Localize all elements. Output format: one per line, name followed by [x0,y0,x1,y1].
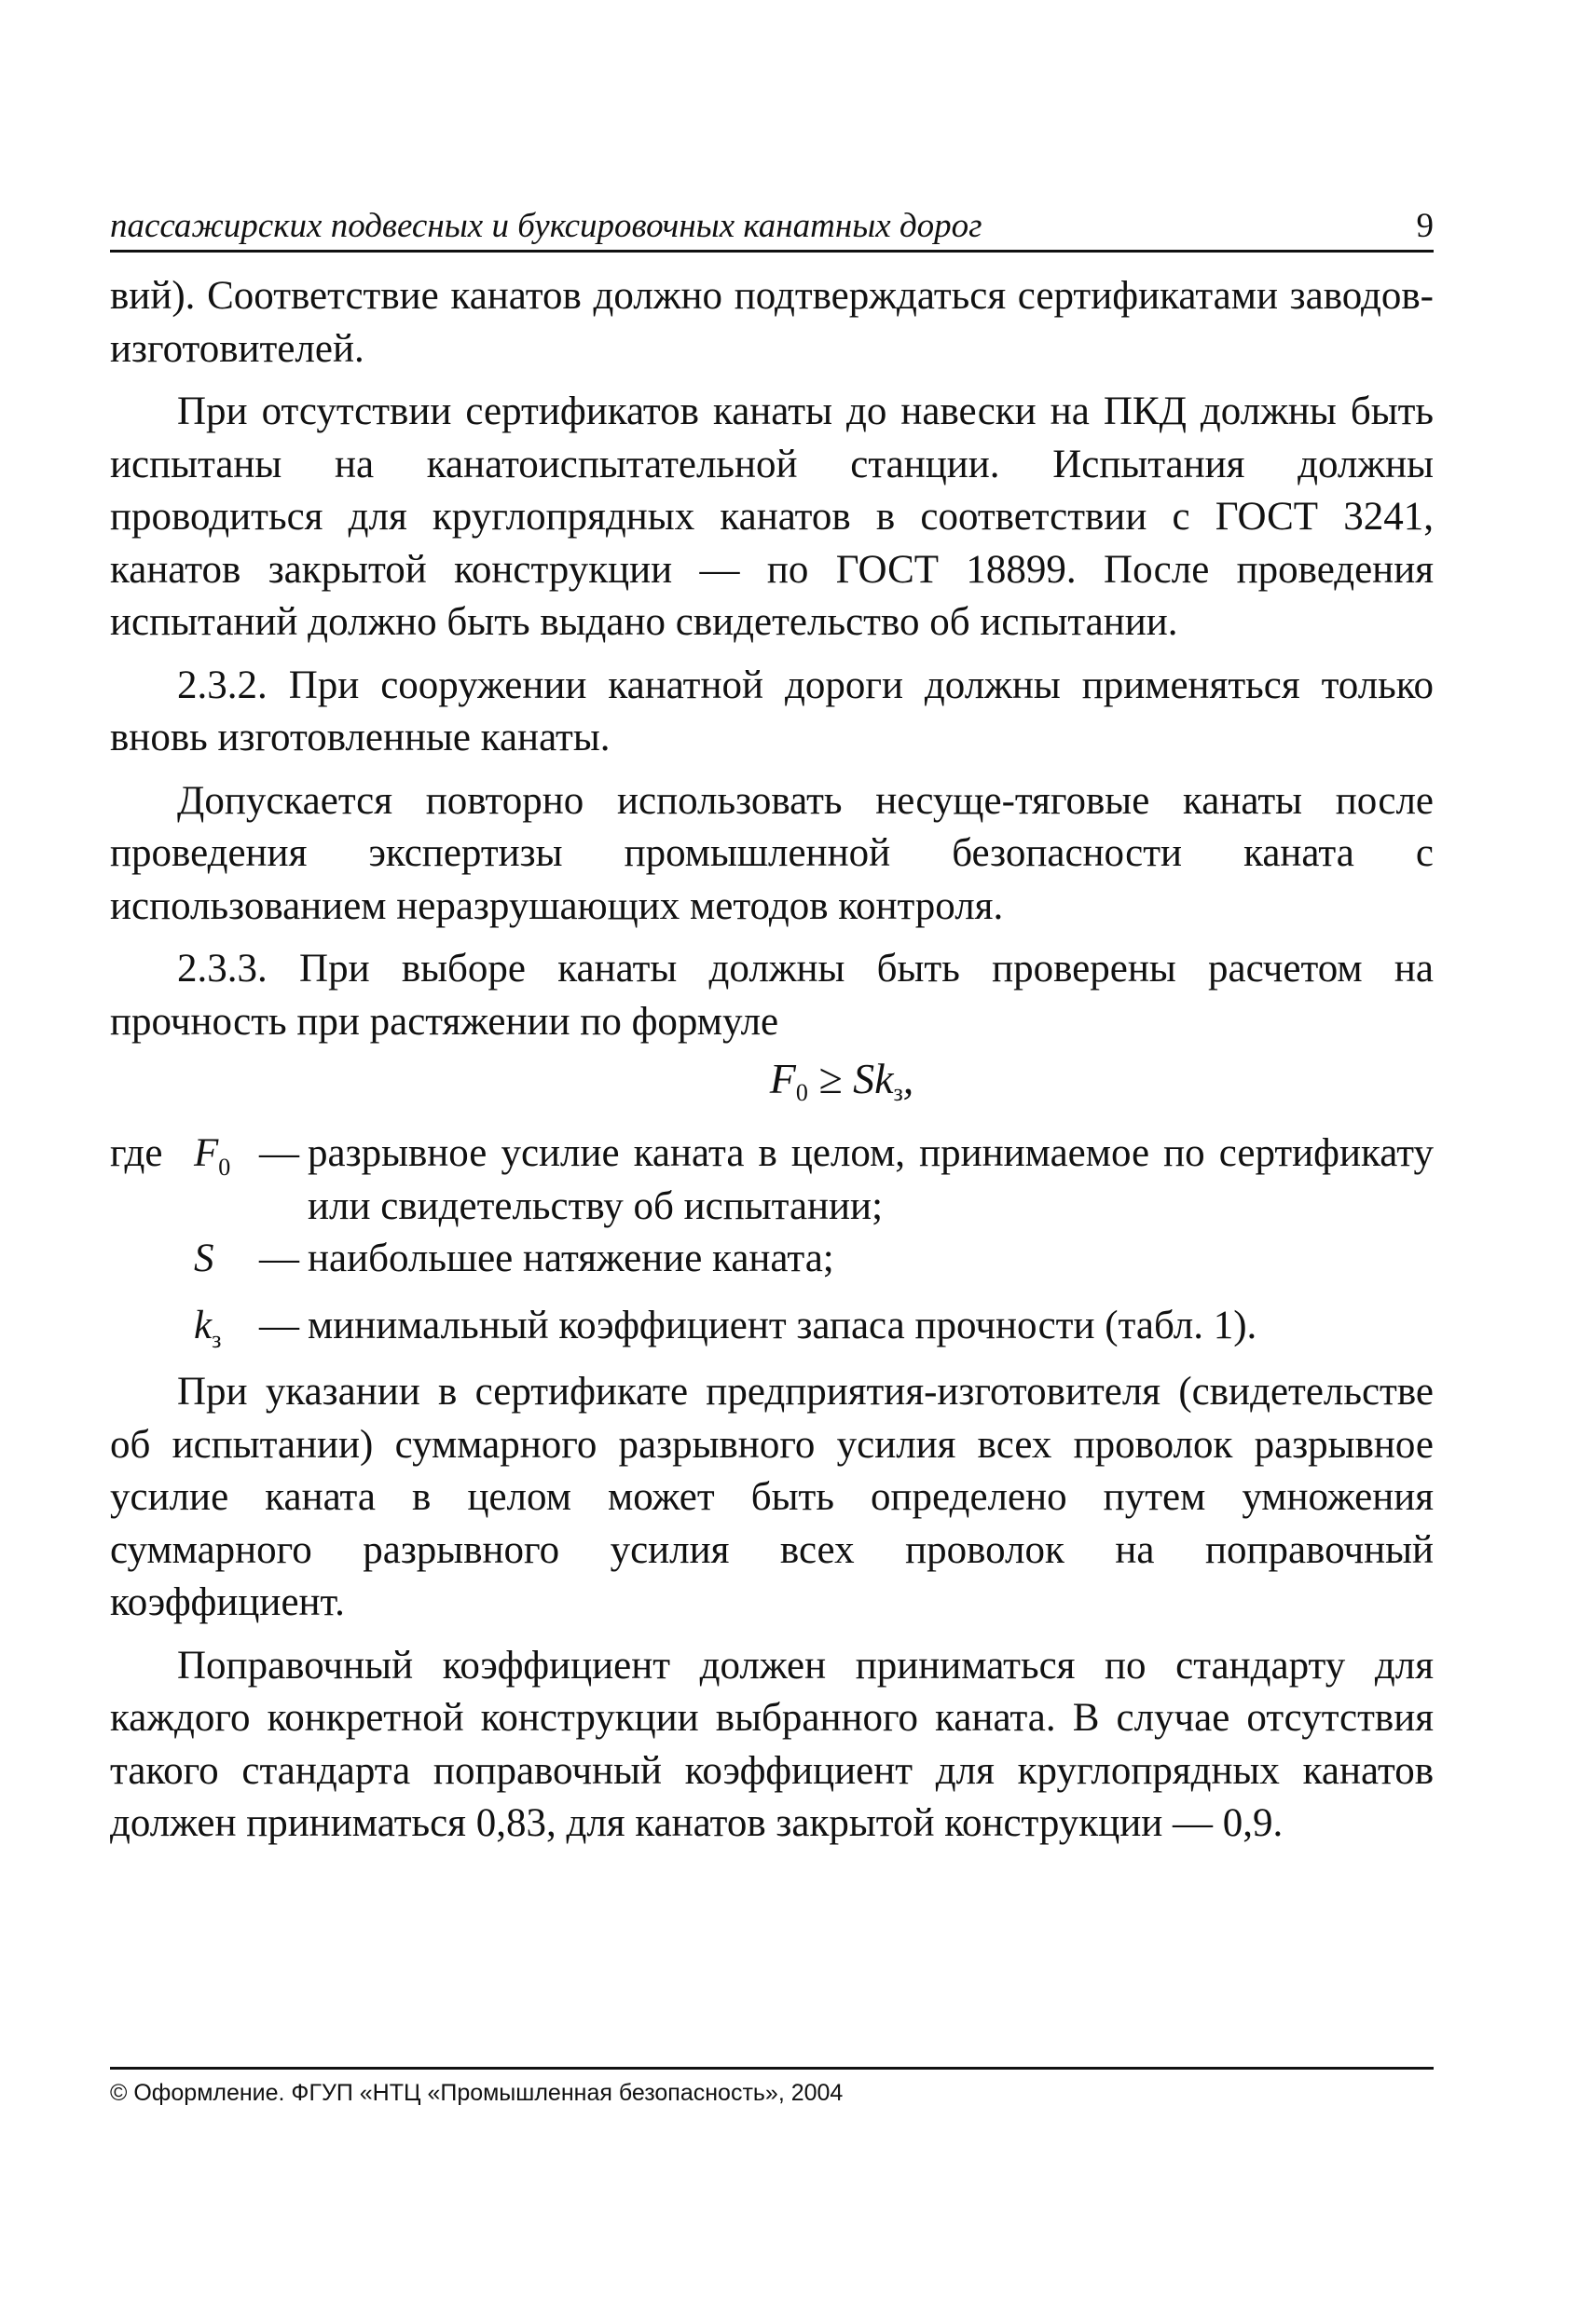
page-footer [110,2067,1434,2109]
formula-rhs-sub: з [893,1079,903,1106]
strength-formula [250,1048,1434,1124]
paragraph-2-3-2: 2.3.2. При сооружении канатной дороги должны применяться только вновь изготовленные канаты. [110,663,1434,759]
copyright-notice: © Оформление. ФГУП «НТЦ «Промышленная безопасность», 2004 [110,2080,844,2106]
paragraph-reuse: Допускается повторно использовать несуще-тяговые канаты после проведения экспертизы промышленной безопасности каната с использованием неразрушающих методов контроля. [110,778,1434,928]
paragraph-2-3-3: 2.3.3. При выборе канаты должны быть проверены расчетом на прочность при растяжении по формуле [110,947,1434,1044]
legend-dash: — [259,1303,299,1347]
legend-dash: — [259,1131,299,1175]
formula-lhs: F [769,1055,796,1102]
formula-relation: ≥ [818,1055,843,1102]
page-number: 9 [1416,207,1434,245]
page-body [110,270,1434,1851]
formula-lhs-sub: 0 [795,1079,808,1106]
legend-dash: — [259,1237,299,1280]
paragraph-certificate-sum: При указании в сертификате предприятия-изготовителя (свидетельстве об испытании) суммарного разрывного усилия всех проволок разрывное усилие каната в целом может быть определено путем умножения суммарного разрывного усилия всех проволок на поправочный коэффициент. [110,1370,1434,1624]
legend-symbol: $k_з$ [194,1303,222,1353]
formula-trail: , [902,1055,914,1102]
legend-text: минимальный коэффициент запаса прочности (табл. 1). [308,1303,1257,1347]
legend-row [110,1233,1434,1300]
page-header [110,203,1434,253]
paragraph-continuation: вий). Соответствие канатов должно подтверждаться сертификатами заводов-изготовителей. [110,274,1434,371]
formula-rhs: Sk [853,1055,894,1102]
legend-symbol: $F_0$ [194,1131,231,1181]
legend-row [110,1128,1434,1233]
paragraph-correction-factor: Поправочный коэффициент должен приниматься по стандарту для каждого конкретной конструкции выбранного каната. В случае отсутствия такого стандарта поправочный коэффициент для круглопрядных канатов должен приниматься 0,83, для канатов закрытой конструкции — 0,9. [110,1643,1434,1845]
running-head: пассажирских подвесных и буксировочных канатных дорог [110,207,982,245]
legend-text: разрывное усилие каната в целом, принимаемое по сертификату или свидетельству об испытании; [308,1131,1434,1228]
formula-legend [110,1128,1434,1366]
legend-text: наибольшее натяжение каната; [308,1237,834,1280]
legend-symbol: S [194,1237,214,1280]
paragraph-certificates: При отсутствии сертификатов канаты до навески на ПКД должны быть испытаны на канатоиспытательной станции. Испытания должны проводиться для круглопрядных канатов в соответствии с ГОСТ 3241, канатов закрытой конструкции — по ГОСТ 18899. После проведения испытаний должно быть выдано свидетельство об испытании. [110,390,1434,644]
legend-where: где [110,1131,163,1175]
legend-row [110,1300,1434,1367]
